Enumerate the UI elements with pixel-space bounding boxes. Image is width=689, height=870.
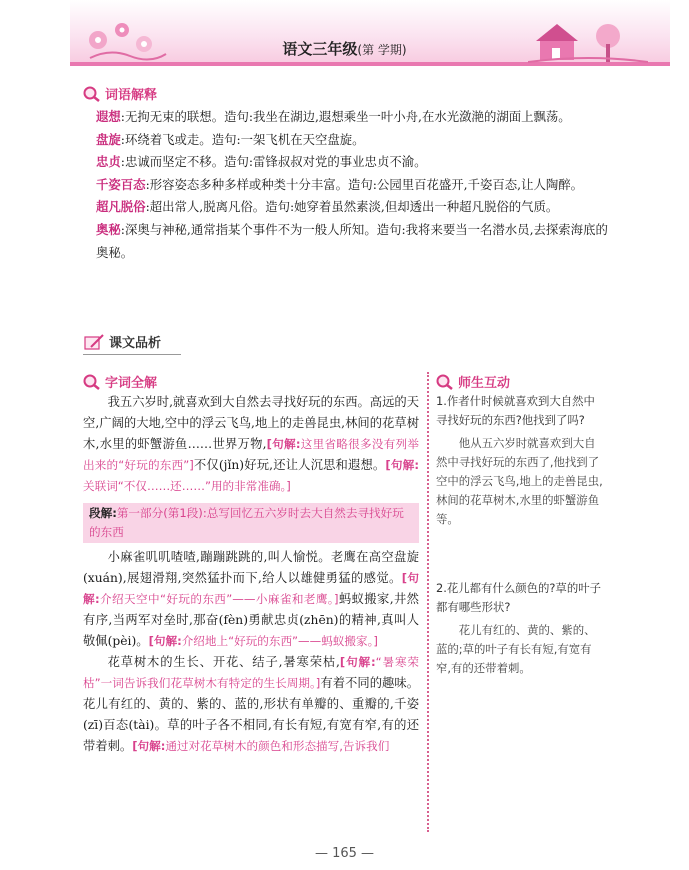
vocab-term: 超凡脱俗 [96, 199, 146, 215]
note-label: [句解: [385, 458, 420, 472]
note-label: [句解: [83, 571, 419, 606]
question: 1.作者什时候就喜欢到大自然中寻找好玩的东西?他找到了吗? [436, 394, 595, 427]
main-heading-label: 字词全解 [105, 376, 158, 391]
note-text: 介绍天空中“好玩的东西”——小麻雀和老鹰。] [99, 592, 339, 606]
vocab-term: 遐想 [96, 109, 121, 124]
note-text: “暑寒荣枯”一词告诉我们花草树木有特定的生长周期。] [83, 655, 419, 690]
section-note-label: 段解: [89, 506, 117, 520]
vocab-text: :超出常人,脱离凡俗。造句:她穿着虽然素淡,但却透出一种超凡脱俗的气质。 [145, 199, 559, 215]
paragraph-text: 小麻雀叽叽喳喳,蹦蹦跳跳的,叫人愉悦。老鹰在高空盘旋(xuán),展翅滑翔,突然猛扑而下,给人以雄健勇猛的感觉。 [83, 550, 419, 585]
side-column [436, 392, 606, 678]
vocab-term: 奥秘 [96, 221, 121, 237]
note-text: 关联词“不仅……还……”用的非常准确。] [83, 479, 291, 493]
vocab-list [96, 106, 608, 264]
paragraph [83, 547, 419, 652]
section-note [83, 503, 419, 543]
section-note-text: 第一部分(第1段):总写回忆五六岁时去大自然去寻找好玩的东西 [89, 506, 404, 539]
note-text: 通过对花草树木的颜色和形态描写,告诉我们 [165, 739, 390, 753]
paragraph-text: 花草树木的生长、开花、结子,暑寒荣枯, [107, 655, 340, 669]
book-title [0, 38, 689, 59]
vocab-term: 千姿百态 [96, 176, 146, 192]
paragraph-text: 有着不同的趣味。花儿有红的、黄的、紫的、蓝的,形状有单瓣的、重瓣的,千姿(zī)百态(tài)。草的叶子各不相同,有长有短,有宽有窄,有的还带着刺。 [83, 676, 419, 753]
side-heading-label: 师生互动 [458, 376, 511, 391]
note-label: [句解: [132, 739, 166, 753]
note-label: [句解: [339, 655, 376, 669]
note-text: 这里省略很多没有列举出来的“好玩的东西”] [83, 437, 419, 472]
column-divider [427, 372, 429, 832]
vocab-entry [96, 106, 608, 129]
answer: 花儿有红的、黄的、紫的、蓝的;草的叶子有长有短,有宽有窄,有的还带着刺。 [436, 623, 596, 675]
vocab-entry [96, 129, 608, 152]
answer: 他从五六岁时就喜欢到大自然中寻找好玩的东西了,他找到了空中的浮云飞鸟,地上的走兽昆虫,林间的花草树木,水里的虾蟹游鱼等。 [436, 436, 603, 526]
divider [83, 354, 181, 355]
sentence-note [132, 739, 389, 753]
magnifier-icon [83, 374, 101, 390]
vocab-term: 忠贞 [96, 154, 121, 170]
vocab-text: :形容姿态多种多样或种类十分丰富。造句:公园里百花盛开,千姿百态,让人陶醉。 [145, 176, 584, 192]
vocab-text: :环绕着飞或走。造句:一架飞机在天空盘旋。 [120, 131, 365, 147]
vocab-term: 盘旋 [96, 131, 121, 147]
page-number: — 165 — [314, 846, 375, 861]
paragraph-text: 蚂蚁搬家,井然有序,当两军对垒时,那奋(fèn)勇献忠贞(zhēn)的精神,真叫人敬佩(pèi)。 [83, 592, 419, 648]
pencil-note-icon [83, 333, 105, 351]
analysis-badge-label: 课文品析 [109, 336, 162, 351]
magnifier-icon [436, 374, 454, 390]
question: 2.花儿都有什么颜色的?草的叶子都有哪些形状? [436, 581, 601, 614]
paragraph [83, 652, 419, 757]
side-heading [436, 372, 510, 391]
main-text [83, 392, 419, 757]
vocab-entry [96, 219, 608, 264]
magnifier-icon [83, 86, 101, 102]
vocab-text: :忠诚而坚定不移。造句:雷锋叔叔对党的事业忠贞不渝。 [120, 154, 427, 170]
main-heading [83, 372, 157, 391]
paragraph-text: 我五六岁时,就喜欢到大自然去寻找好玩的东西。高远的天空,广阔的大地,空中的浮云飞鸟,地上的走兽昆虫,林间的花草树木,水里的虾蟹游鱼……世界万物, [83, 395, 419, 451]
analysis-badge [83, 332, 161, 351]
vocab-heading-label: 词语解释 [105, 88, 158, 103]
vocab-heading [83, 84, 157, 103]
note-text: 介绍地上“好玩的东西”——蚂蚁搬家。] [181, 634, 378, 648]
note-label: [句解: [148, 634, 182, 648]
note-label: [句解: [266, 437, 301, 451]
vocab-entry [96, 174, 608, 197]
book-title-sub: (第 学期) [357, 43, 407, 57]
vocab-text: :深奥与神秘,通常指某个事件不为一般人所知。造句:我将来要当一名潜水员,去探索海底的奥秘。 [96, 221, 608, 260]
book-title-main: 语文三年级 [282, 40, 358, 58]
paragraph-text: 不仅(jǐn)好玩,还让人沉思和遐想。 [193, 458, 386, 472]
vocab-entry [96, 151, 608, 174]
sentence-note [149, 634, 378, 648]
vocab-text: :无拘无束的联想。造句:我坐在湖边,遐想乘坐一叶小舟,在水光潋滟的湖面上飘荡。 [120, 109, 571, 124]
vocab-entry [96, 196, 608, 219]
paragraph [83, 392, 419, 497]
